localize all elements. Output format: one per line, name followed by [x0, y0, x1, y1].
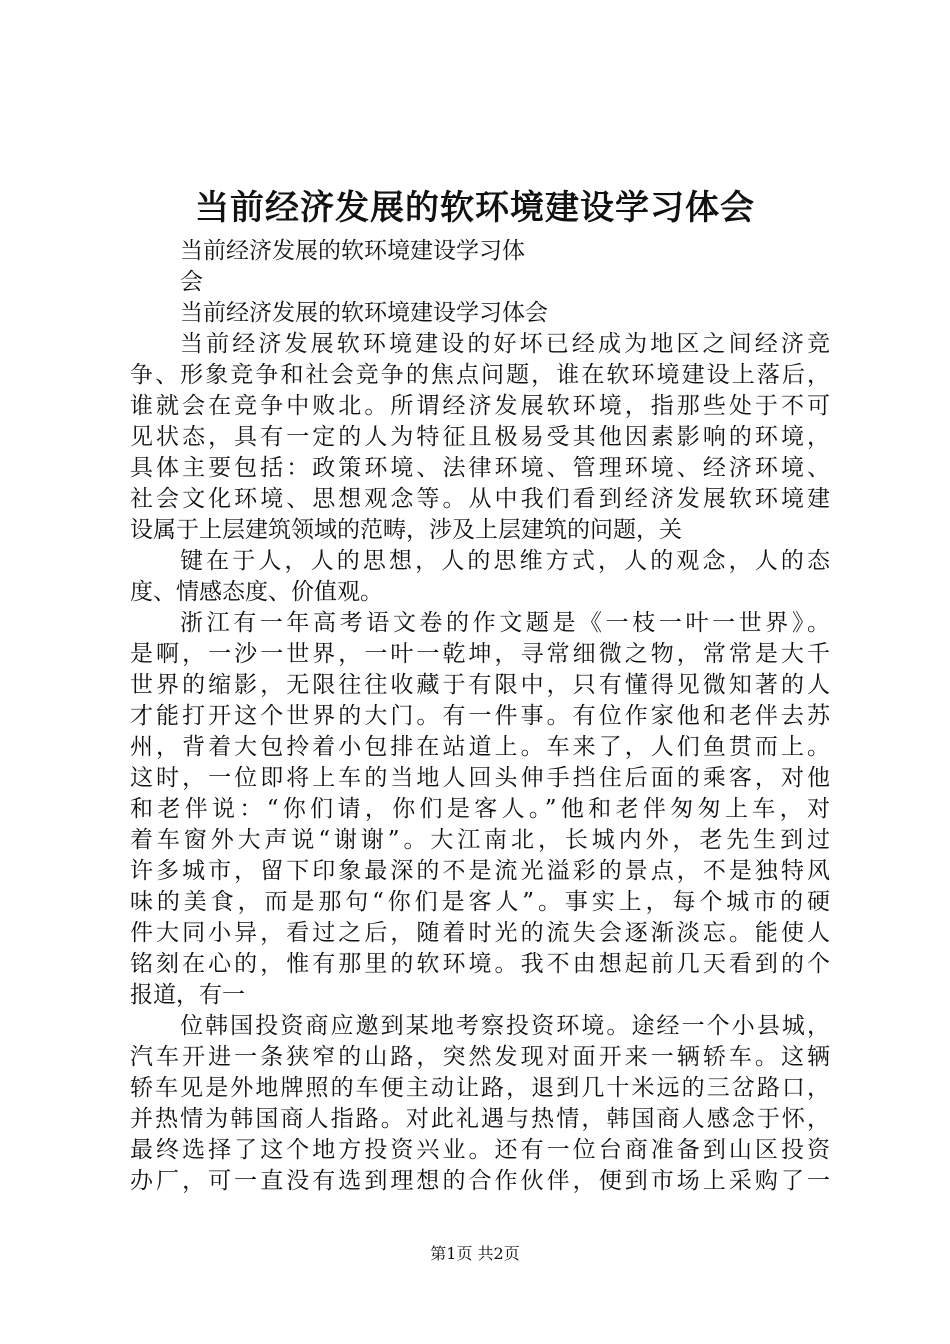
- text-line: 度、情感态度、价值观。: [130, 579, 383, 605]
- text-line: 键在于人，人的思想，人的思维方式，人的观念，人的态: [180, 548, 830, 574]
- text-line: 谁就会在竞争中败北。所谓经济发展软环境，指那些处于不可: [130, 393, 830, 419]
- text-line: 当前经济发展的软环境建设学习体: [180, 238, 525, 264]
- text-line: 具体主要包括：政策环境、法律环境、管理环境、经济环境、: [130, 455, 830, 481]
- document-title: 当前经济发展的软环境建设学习体会: [195, 188, 755, 228]
- text-line: 争、形象竞争和社会竞争的焦点问题，谁在软环境建设上落后，: [130, 362, 830, 388]
- text-line: 州，背着大包拎着小包排在站道上。车来了，人们鱼贯而上。: [130, 734, 830, 760]
- text-line: 社会文化环境、思想观念等。从中我们看到经济发展软环境建: [130, 486, 830, 512]
- text-line: 会: [180, 269, 203, 295]
- text-line: 浙江有一年高考语文卷的作文题是《一枝一叶一世界》。: [180, 610, 830, 636]
- text-line: 当前经济发展软环境建设的好坏已经成为地区之间经济竞: [180, 331, 830, 357]
- text-line: 汽车开进一条狭窄的山路，突然发现对面开来一辆轿车。这辆: [130, 1044, 830, 1070]
- text-line: 着车窗外大声说“谢谢”。大江南北，长城内外，老先生到过: [130, 827, 830, 853]
- text-line: 和老伴说：“你们请，你们是客人。”他和老伴匆匆上车，对: [130, 796, 830, 822]
- text-line: 是啊，一沙一世界，一叶一乾坤，寻常细微之物，常常是大千: [130, 641, 830, 667]
- text-line: 设属于上层建筑领域的范畴，涉及上层建筑的问题，关: [130, 517, 682, 543]
- text-line: 位韩国投资商应邀到某地考察投资环境。途经一个小县城，: [180, 1013, 830, 1039]
- text-line: 办厂，可一直没有选到理想的合作伙伴，便到市场上采购了一: [130, 1168, 830, 1194]
- text-line: 件大同小异，看过之后，随着时光的流失会逐渐淡忘。能使人: [130, 920, 830, 946]
- text-line: 这时，一位即将上车的当地人回头伸手挡住后面的乘客，对他: [130, 765, 830, 791]
- text-line: 最终选择了这个地方投资兴业。还有一位台商准备到山区投资: [130, 1137, 830, 1163]
- text-line: 报道，有一: [130, 982, 245, 1008]
- text-line: 许多城市，留下印象最深的不是流光溢彩的景点，不是独特风: [130, 858, 830, 884]
- text-line: 轿车见是外地牌照的车便主动让路，退到几十米远的三岔路口，: [130, 1075, 830, 1101]
- text-line: 才能打开这个世界的大门。有一件事。有位作家他和老伴去苏: [130, 703, 830, 729]
- text-line: 并热情为韩国商人指路。对此礼遇与热情，韩国商人感念于怀，: [130, 1106, 830, 1132]
- text-line: 味的美食，而是那句“你们是客人”。事实上，每个城市的硬: [130, 889, 830, 915]
- text-line: 当前经济发展的软环境建设学习体会: [180, 300, 548, 326]
- page-footer: 第1页 共2页: [430, 1244, 520, 1263]
- text-line: 见状态，具有一定的人为特征且极易受其他因素影响的环境，: [130, 424, 830, 450]
- text-line: 世界的缩影，无限往往收藏于有限中，只有懂得见微知著的人: [130, 672, 830, 698]
- document-body: [130, 236, 830, 1197]
- text-line: 铭刻在心的，惟有那里的软环境。我不由想起前几天看到的个: [130, 951, 830, 977]
